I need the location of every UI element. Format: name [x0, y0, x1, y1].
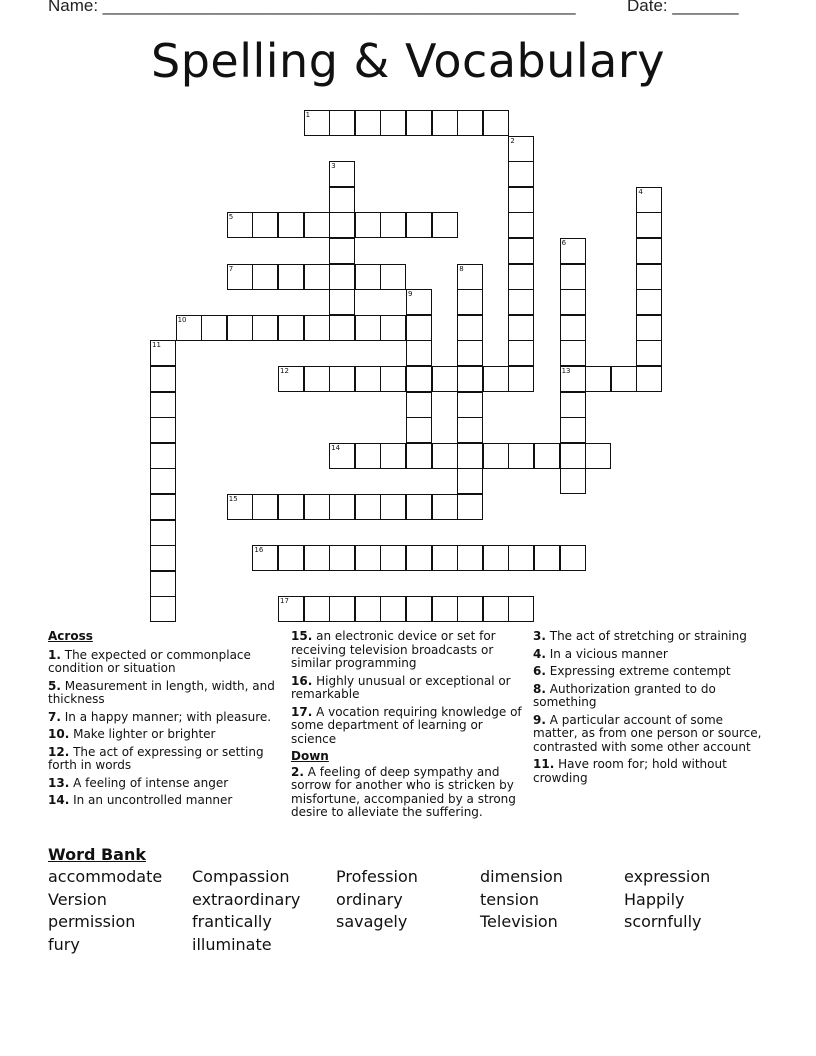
clue-number-9: 9: [408, 290, 413, 299]
crossword-cell[interactable]: [406, 366, 432, 392]
crossword-cell[interactable]: [329, 596, 355, 622]
crossword-cell[interactable]: [278, 264, 304, 290]
crossword-cell[interactable]: [355, 264, 381, 290]
crossword-cell[interactable]: [380, 366, 406, 392]
clue-number-6: 6: [561, 239, 567, 247]
clue-down-9: 9. A particular account of some matter, as from one person or source, contrasted with some other account: [533, 712, 762, 754]
clue-number-8: 8: [459, 264, 464, 273]
crossword-cell[interactable]: [150, 520, 176, 546]
crossword-cell[interactable]: [457, 417, 483, 443]
crossword-cell[interactable]: [304, 545, 330, 571]
crossword-cell[interactable]: [304, 494, 330, 520]
clue-across-16: 16. Highly unusual or exceptional or remarkable: [291, 673, 511, 701]
word-bank-heading: Word Bank: [48, 845, 147, 864]
crossword-cell[interactable]: [432, 110, 458, 136]
crossword-cell[interactable]: [380, 110, 406, 136]
clue-number-1: 1: [305, 111, 311, 119]
name-field[interactable]: Name: __________________________________________________: [48, 0, 576, 15]
clue-number-16: 16: [254, 546, 264, 555]
crossword-cell[interactable]: [508, 289, 534, 315]
across-clues-column-1: [48, 630, 276, 812]
crossword-cell[interactable]: [380, 264, 406, 290]
date-field[interactable]: Date: _______: [627, 0, 739, 15]
crossword-cell[interactable]: [483, 110, 509, 136]
crossword-cell[interactable]: [329, 264, 355, 290]
word-bank-word: savagely: [336, 912, 408, 932]
crossword-cell[interactable]: [406, 110, 432, 136]
crossword-cell[interactable]: [406, 315, 432, 341]
clue-number-17: 17: [280, 597, 289, 606]
crossword-cell[interactable]: [355, 494, 381, 520]
crossword-cell[interactable]: [457, 494, 483, 520]
crossword-cell[interactable]: [457, 468, 483, 494]
crossword-cell[interactable]: [560, 264, 586, 290]
crossword-cell[interactable]: [252, 494, 278, 520]
clue-number-5: 5: [228, 213, 234, 222]
crossword-cell[interactable]: [150, 545, 176, 571]
crossword-cell[interactable]: [329, 187, 355, 213]
crossword-cell[interactable]: [636, 366, 662, 392]
crossword-cell[interactable]: [585, 366, 611, 392]
word-bank-word: ordinary: [336, 889, 403, 909]
crossword-cell[interactable]: [329, 315, 355, 341]
crossword-cell[interactable]: [329, 238, 355, 264]
clue-across-1: 1. The expected or commonplace condition or situation: [48, 647, 251, 675]
clues-column-2: [291, 630, 525, 824]
crossword-cell[interactable]: [278, 494, 304, 520]
crossword-cell[interactable]: [508, 443, 534, 469]
down-heading: Down: [291, 749, 329, 763]
word-bank-word: fury: [48, 935, 80, 955]
crossword-cell[interactable]: [508, 161, 534, 187]
clue-number-14: 14: [331, 443, 341, 452]
crossword-cell[interactable]: [457, 315, 483, 341]
crossword-cell[interactable]: [150, 417, 176, 443]
crossword-cell[interactable]: [380, 494, 406, 520]
crossword-cell[interactable]: [560, 392, 586, 418]
crossword-cell[interactable]: [380, 315, 406, 341]
crossword-cell[interactable]: [304, 366, 330, 392]
crossword-cell[interactable]: [508, 596, 534, 622]
clue-across-7: 7. In a happy manner; with pleasure.: [48, 709, 272, 724]
crossword-cell[interactable]: [304, 264, 330, 290]
clue-number-3: 3: [331, 162, 336, 171]
crossword-cell[interactable]: [252, 264, 278, 290]
crossword-cell[interactable]: [432, 366, 458, 392]
crossword-cell[interactable]: [636, 340, 662, 366]
crossword-cell[interactable]: [329, 366, 355, 392]
clue-down-6: 6. Expressing extreme contempt: [533, 664, 731, 678]
crossword-cell[interactable]: [457, 392, 483, 418]
word-bank-word: expression: [624, 867, 711, 886]
crossword-cell[interactable]: [406, 545, 432, 571]
crossword-cell[interactable]: [432, 596, 458, 622]
crossword-cell[interactable]: [457, 110, 483, 136]
crossword-cell[interactable]: [560, 545, 586, 571]
crossword-cell[interactable]: [457, 545, 483, 571]
crossword-cell[interactable]: [406, 417, 432, 443]
crossword-cell[interactable]: [508, 212, 534, 238]
clue-number-7: 7: [228, 264, 234, 273]
crossword-cell[interactable]: [355, 596, 381, 622]
crossword-cell[interactable]: [304, 596, 330, 622]
clue-number-2: 2: [510, 136, 515, 145]
crossword-cell[interactable]: [150, 571, 176, 597]
crossword-cell[interactable]: [150, 596, 176, 622]
crossword-cell[interactable]: [355, 315, 381, 341]
crossword-cell[interactable]: [380, 443, 406, 469]
crossword-cell[interactable]: [329, 545, 355, 571]
word-bank-word: extraordinary: [192, 889, 301, 909]
crossword-cell[interactable]: [150, 468, 176, 494]
crossword-cell[interactable]: [380, 212, 406, 238]
crossword-cell[interactable]: [304, 212, 330, 238]
crossword-cell[interactable]: [636, 212, 662, 238]
crossword-cell[interactable]: [406, 212, 432, 238]
clue-across-17: 17. A vocation requiring knowledge of some department of learning or science: [291, 704, 522, 746]
crossword-cell[interactable]: [227, 315, 253, 341]
crossword-cell[interactable]: [329, 494, 355, 520]
crossword-cell[interactable]: [150, 392, 176, 418]
crossword-cell[interactable]: [380, 596, 406, 622]
clue-down-2: 2. A feeling of deep sympathy and sorrow for another who is stricken by misfortune, accompanied by a strong desire to alleviate the suffering.: [291, 764, 516, 819]
crossword-cell[interactable]: [252, 315, 278, 341]
word-bank-word: Compassion: [192, 867, 290, 886]
word-bank-word: illuminate: [192, 935, 272, 955]
crossword-cell[interactable]: [483, 366, 509, 392]
crossword-cell[interactable]: [355, 212, 381, 238]
crossword-cell[interactable]: [457, 289, 483, 315]
crossword-cell[interactable]: [406, 494, 432, 520]
crossword-cell[interactable]: [457, 366, 483, 392]
crossword-cell[interactable]: [483, 545, 509, 571]
clue-number-11: 11: [152, 341, 161, 350]
crossword-cell[interactable]: [278, 212, 304, 238]
word-bank-word: Version: [48, 889, 107, 909]
clue-across-12: 12. The act of expressing or setting forth in words: [48, 744, 264, 772]
clue-across-10: 10. Make lighter or brighter: [48, 727, 216, 741]
crossword-cell[interactable]: [432, 212, 458, 238]
clue-down-11: 11. Have room for; hold without crowding: [533, 757, 727, 785]
crossword-cell[interactable]: [329, 289, 355, 315]
crossword-cell[interactable]: [252, 212, 278, 238]
word-bank-word: frantically: [192, 912, 272, 932]
word-bank-word: Television: [480, 912, 558, 932]
crossword-cell[interactable]: [483, 596, 509, 622]
crossword-cell[interactable]: [304, 315, 330, 341]
crossword-cell[interactable]: [406, 392, 432, 418]
crossword-cell[interactable]: [432, 443, 458, 469]
crossword-cell[interactable]: [585, 443, 611, 469]
crossword-cell[interactable]: [457, 596, 483, 622]
crossword-cell[interactable]: [432, 545, 458, 571]
crossword-cell[interactable]: [636, 264, 662, 290]
crossword-cell[interactable]: [560, 468, 586, 494]
crossword-cell[interactable]: [508, 264, 534, 290]
crossword-cell[interactable]: [611, 366, 637, 392]
clue-down-8: 8. Authorization granted to do something: [533, 681, 716, 709]
crossword-cell[interactable]: [508, 187, 534, 213]
crossword-cell[interactable]: [406, 443, 432, 469]
word-bank-word: accommodate: [48, 867, 163, 886]
word-bank-word: Profession: [336, 867, 418, 886]
crossword-cell[interactable]: [278, 545, 304, 571]
word-bank-word: scornfully: [624, 912, 702, 932]
clue-across-15: 15. an electronic device or set for receiving television broadcasts or similar programming: [291, 629, 496, 670]
crossword-cell[interactable]: [355, 443, 381, 469]
clue-number-13: 13: [561, 367, 571, 375]
crossword-cell[interactable]: [329, 110, 355, 136]
clue-number-15: 15: [228, 495, 238, 503]
word-bank-word: dimension: [480, 867, 563, 886]
word-bank-word: tension: [480, 889, 539, 909]
crossword-cell[interactable]: [150, 366, 176, 392]
crossword-cell[interactable]: [150, 443, 176, 469]
crossword-cell[interactable]: [560, 443, 586, 469]
crossword-cell[interactable]: [380, 545, 406, 571]
word-bank-word: permission: [48, 912, 136, 932]
crossword-cell[interactable]: [508, 340, 534, 366]
crossword-cell[interactable]: [560, 417, 586, 443]
crossword-cell[interactable]: [508, 366, 534, 392]
word-bank-word: Happily: [624, 889, 685, 909]
crossword-cell[interactable]: [636, 289, 662, 315]
clue-across-14: 14. In an uncontrolled manner: [48, 793, 233, 807]
crossword-cell[interactable]: [355, 366, 381, 392]
crossword-cell[interactable]: [355, 110, 381, 136]
clue-number-12: 12: [280, 367, 289, 375]
crossword-cell[interactable]: [278, 315, 304, 341]
page-title: Spelling & Vocabulary: [151, 34, 665, 88]
crossword-cell[interactable]: [150, 494, 176, 520]
crossword-cell[interactable]: [534, 443, 560, 469]
crossword-cell[interactable]: [508, 315, 534, 341]
clue-number-4: 4: [638, 187, 643, 196]
clue-number-10: 10: [177, 315, 187, 324]
down-clues-column-3: [533, 630, 765, 789]
across-heading: Across: [48, 629, 93, 643]
crossword-cell[interactable]: [329, 212, 355, 238]
crossword-cell[interactable]: [508, 238, 534, 264]
crossword-cell[interactable]: [457, 443, 483, 469]
clue-across-13: 13. A feeling of intense anger: [48, 775, 229, 790]
crossword-cell[interactable]: [560, 340, 586, 366]
crossword-cell[interactable]: [636, 315, 662, 341]
clue-across-5: 5. Measurement in length, width, and thickness: [48, 678, 275, 706]
clue-down-3: 3. The act of stretching or straining: [533, 629, 747, 643]
crossword-cell[interactable]: [636, 238, 662, 264]
crossword-cell[interactable]: [406, 340, 432, 366]
crossword-cell[interactable]: [432, 494, 458, 520]
crossword-cell[interactable]: [560, 289, 586, 315]
crossword-cell[interactable]: [406, 596, 432, 622]
crossword-cell[interactable]: [483, 443, 509, 469]
crossword-cell[interactable]: [355, 545, 381, 571]
crossword-cell[interactable]: [457, 340, 483, 366]
clue-down-4: 4. In a vicious manner: [533, 646, 668, 661]
crossword-cell[interactable]: [508, 545, 534, 571]
crossword-cell[interactable]: [201, 315, 227, 341]
crossword-cell[interactable]: [560, 315, 586, 341]
crossword-cell[interactable]: [534, 545, 560, 571]
